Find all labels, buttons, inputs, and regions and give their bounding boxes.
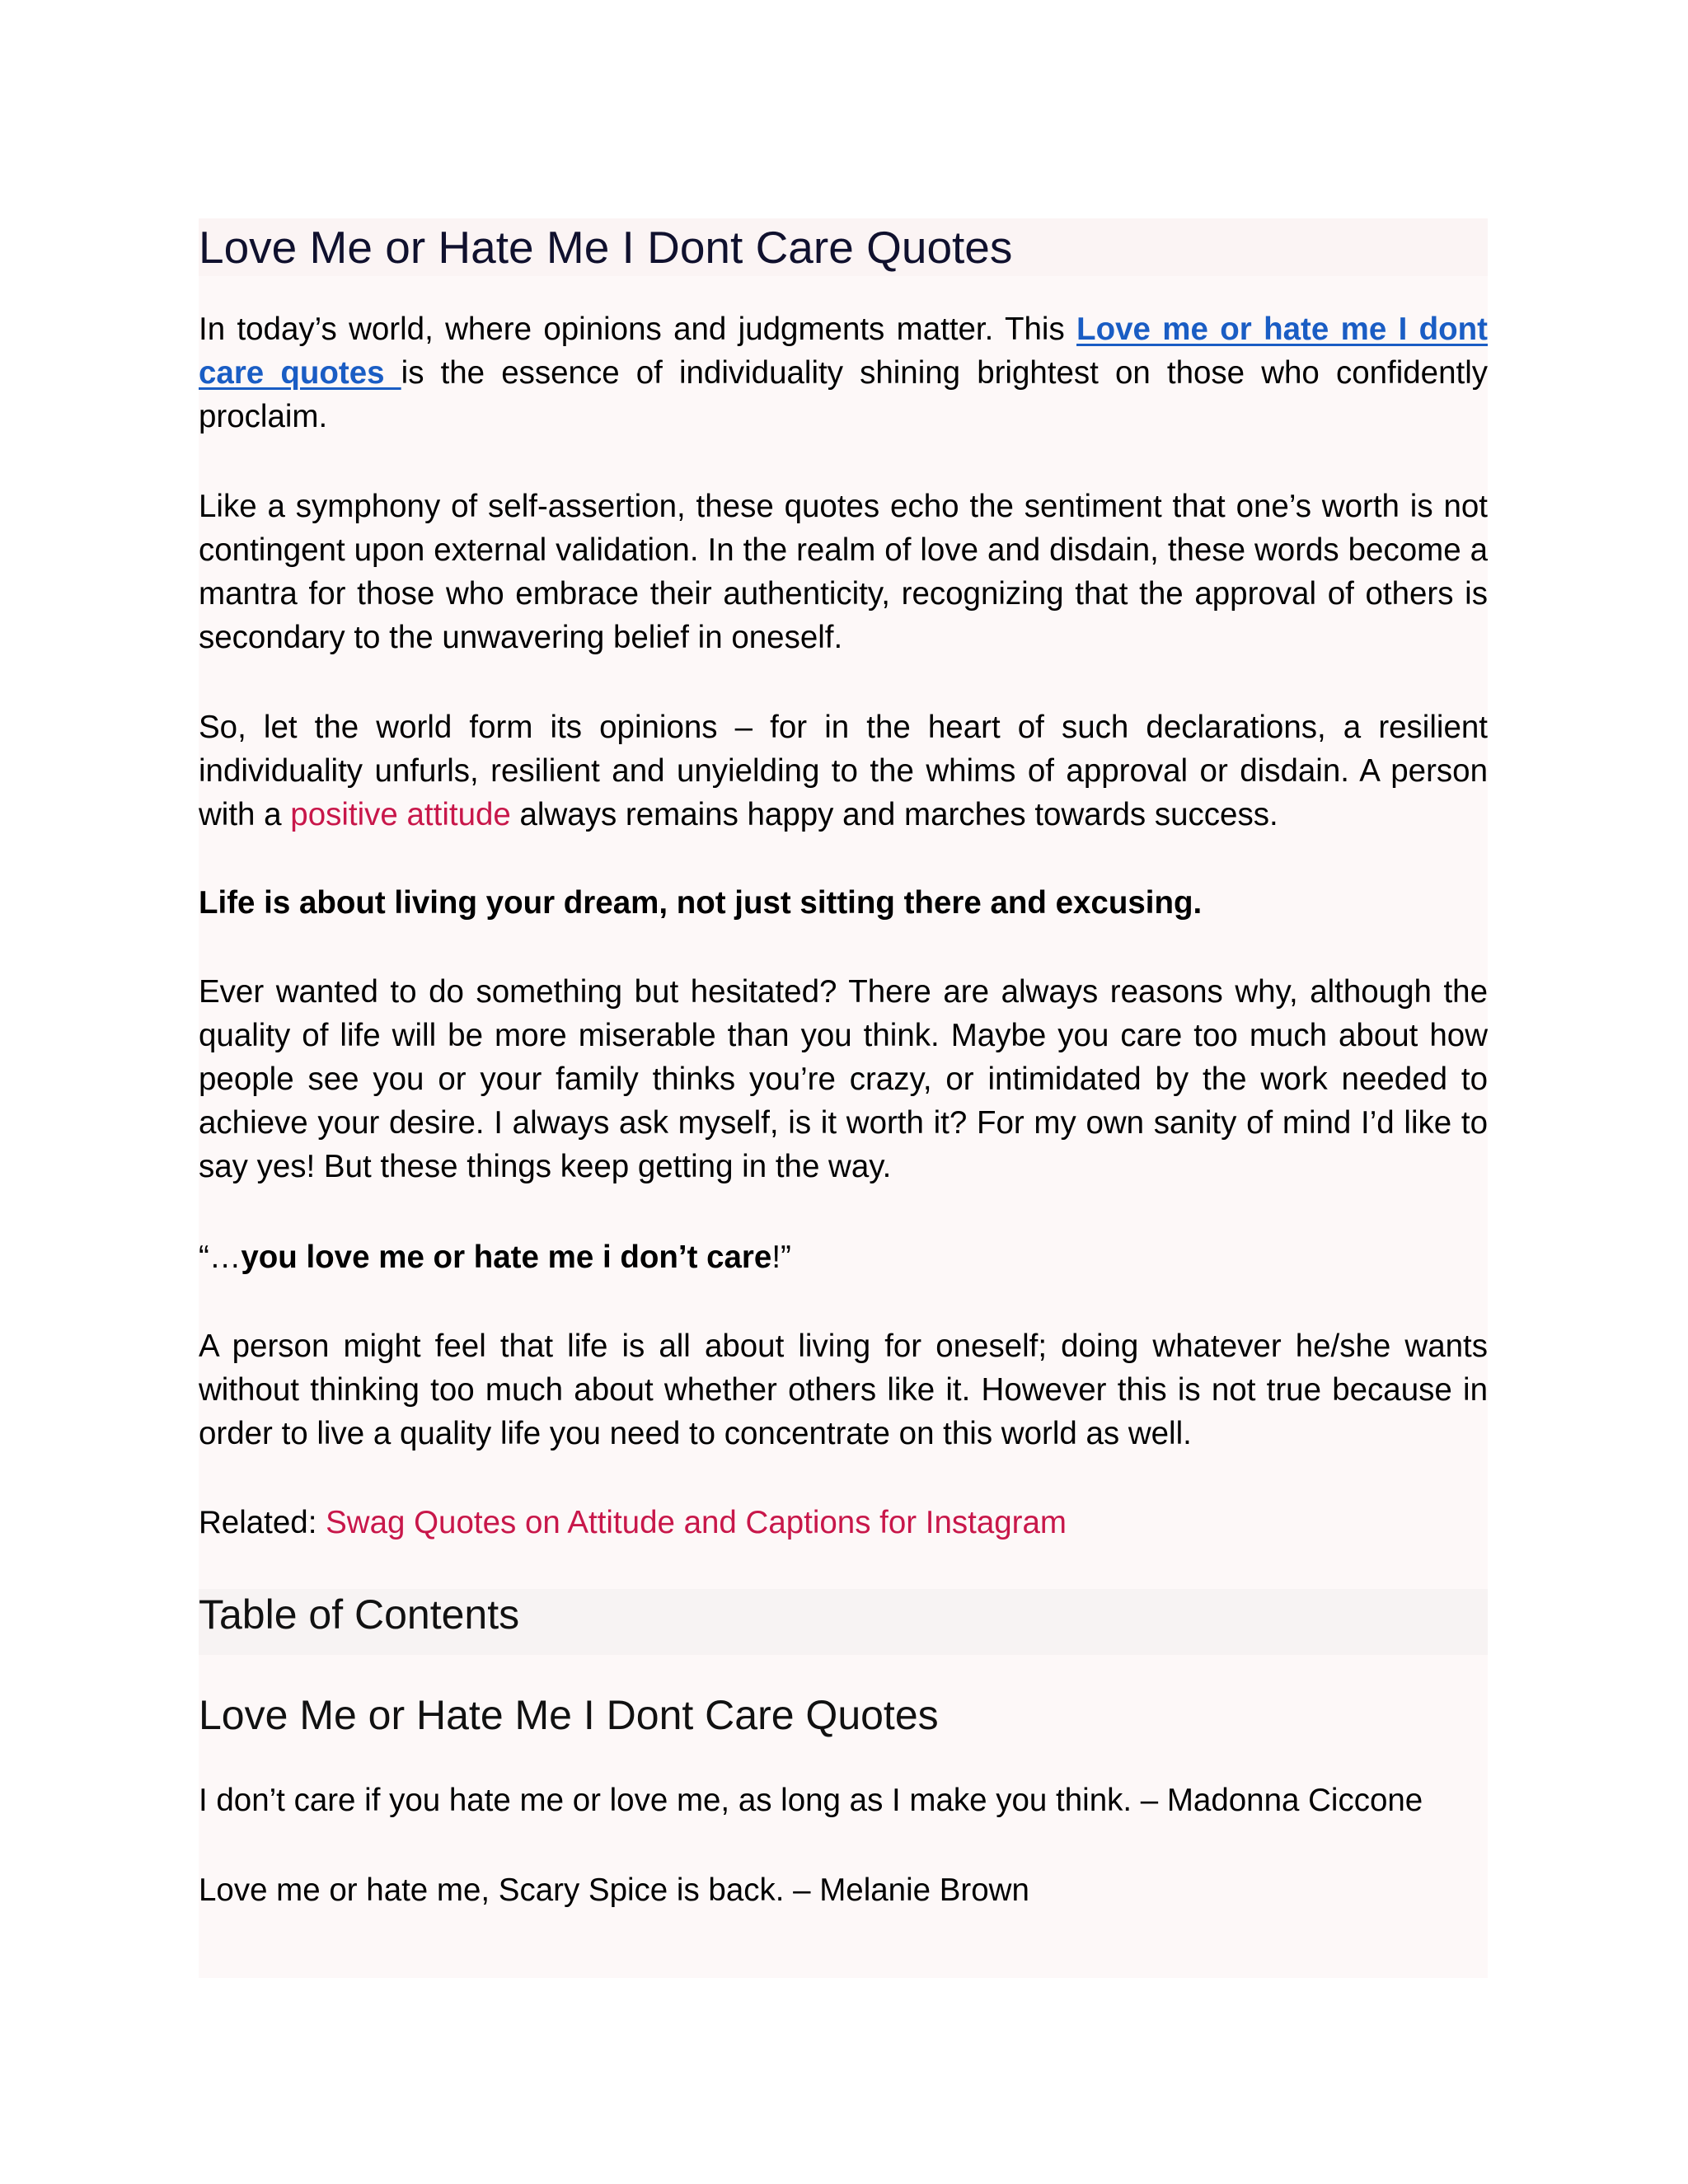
quote-item: I don’t care if you hate me or love me, as long as I make you think. – Madonna Ciccone bbox=[199, 1783, 1423, 1818]
related-label: Related: bbox=[199, 1505, 326, 1540]
quote-item: Love me or hate me, Scary Spice is back. – Melanie Brown bbox=[199, 1872, 1029, 1908]
bold-statement: Life is about living your dream, not just sitting there and excusing. bbox=[199, 885, 1203, 921]
page-title: Love Me or Hate Me I Dont Care Quotes bbox=[199, 222, 1013, 273]
intro-text-before: In today’s world, where opinions and judgments matter. This bbox=[199, 312, 1077, 347]
paragraph-world-opinions bbox=[199, 705, 1488, 837]
quote-close: !” bbox=[771, 1240, 791, 1275]
title-bar bbox=[199, 218, 1488, 276]
paragraph-hesitated: Ever wanted to do something but hesitated? There are always reasons why, although the quality of life will be more miserable than you think. Maybe you care too much about how people see you or your family thinks you’re crazy, or intimidated by the work needed to achieve your desire. I always ask myself, is it worth it? For my own sanity of mind I’d like to say yes! But these things keep getting in the way. bbox=[199, 974, 1488, 1184]
section-heading: Love Me or Hate Me I Dont Care Quotes bbox=[199, 1692, 939, 1738]
intro-text-after: is the essence of individuality shining brightest on those who confidently proclaim. bbox=[199, 355, 1489, 434]
p3-text-before: So, let the world form its opinions – for in the heart of such declarations, a resilient individuality unfurls, resilient and unyielding to the whims of approval or disdain. A person with a bbox=[199, 710, 1488, 832]
article-body bbox=[199, 218, 1488, 1978]
table-of-contents[interactable] bbox=[199, 1589, 1488, 1655]
intro-paragraph bbox=[199, 307, 1488, 438]
quote-open: “… bbox=[199, 1240, 241, 1275]
love-hate-quotes-link[interactable]: Love me or hate me I dont care quotes bbox=[199, 312, 1488, 391]
highlight-quote bbox=[199, 1235, 1488, 1279]
paragraph-symphony: Like a symphony of self-assertion, these quotes echo the sentiment that one’s worth is not contingent upon external validation. In the realm of love and disdain, these words become a mantra for those who embrace their authenticity, recognizing that the approval of others is secondary to the unwavering belief in oneself. bbox=[199, 489, 1488, 655]
p3-text-after: always remains happy and marches towards success. bbox=[510, 797, 1278, 832]
related-line bbox=[199, 1501, 1488, 1544]
paragraph-living-for-oneself: A person might feel that life is all about living for oneself; doing whatever he/she wants without thinking too much about whether others like it. However this is not true because in order to live a quality life you need to concentrate on this world as well. bbox=[199, 1329, 1488, 1451]
quote-bold-text: you love me or hate me i don’t care bbox=[241, 1240, 772, 1275]
swag-quotes-link[interactable]: Swag Quotes on Attitude and Captions for Instagram bbox=[326, 1505, 1067, 1540]
positive-attitude-link[interactable]: positive attitude bbox=[290, 797, 511, 832]
toc-heading: Table of Contents bbox=[199, 1591, 520, 1638]
